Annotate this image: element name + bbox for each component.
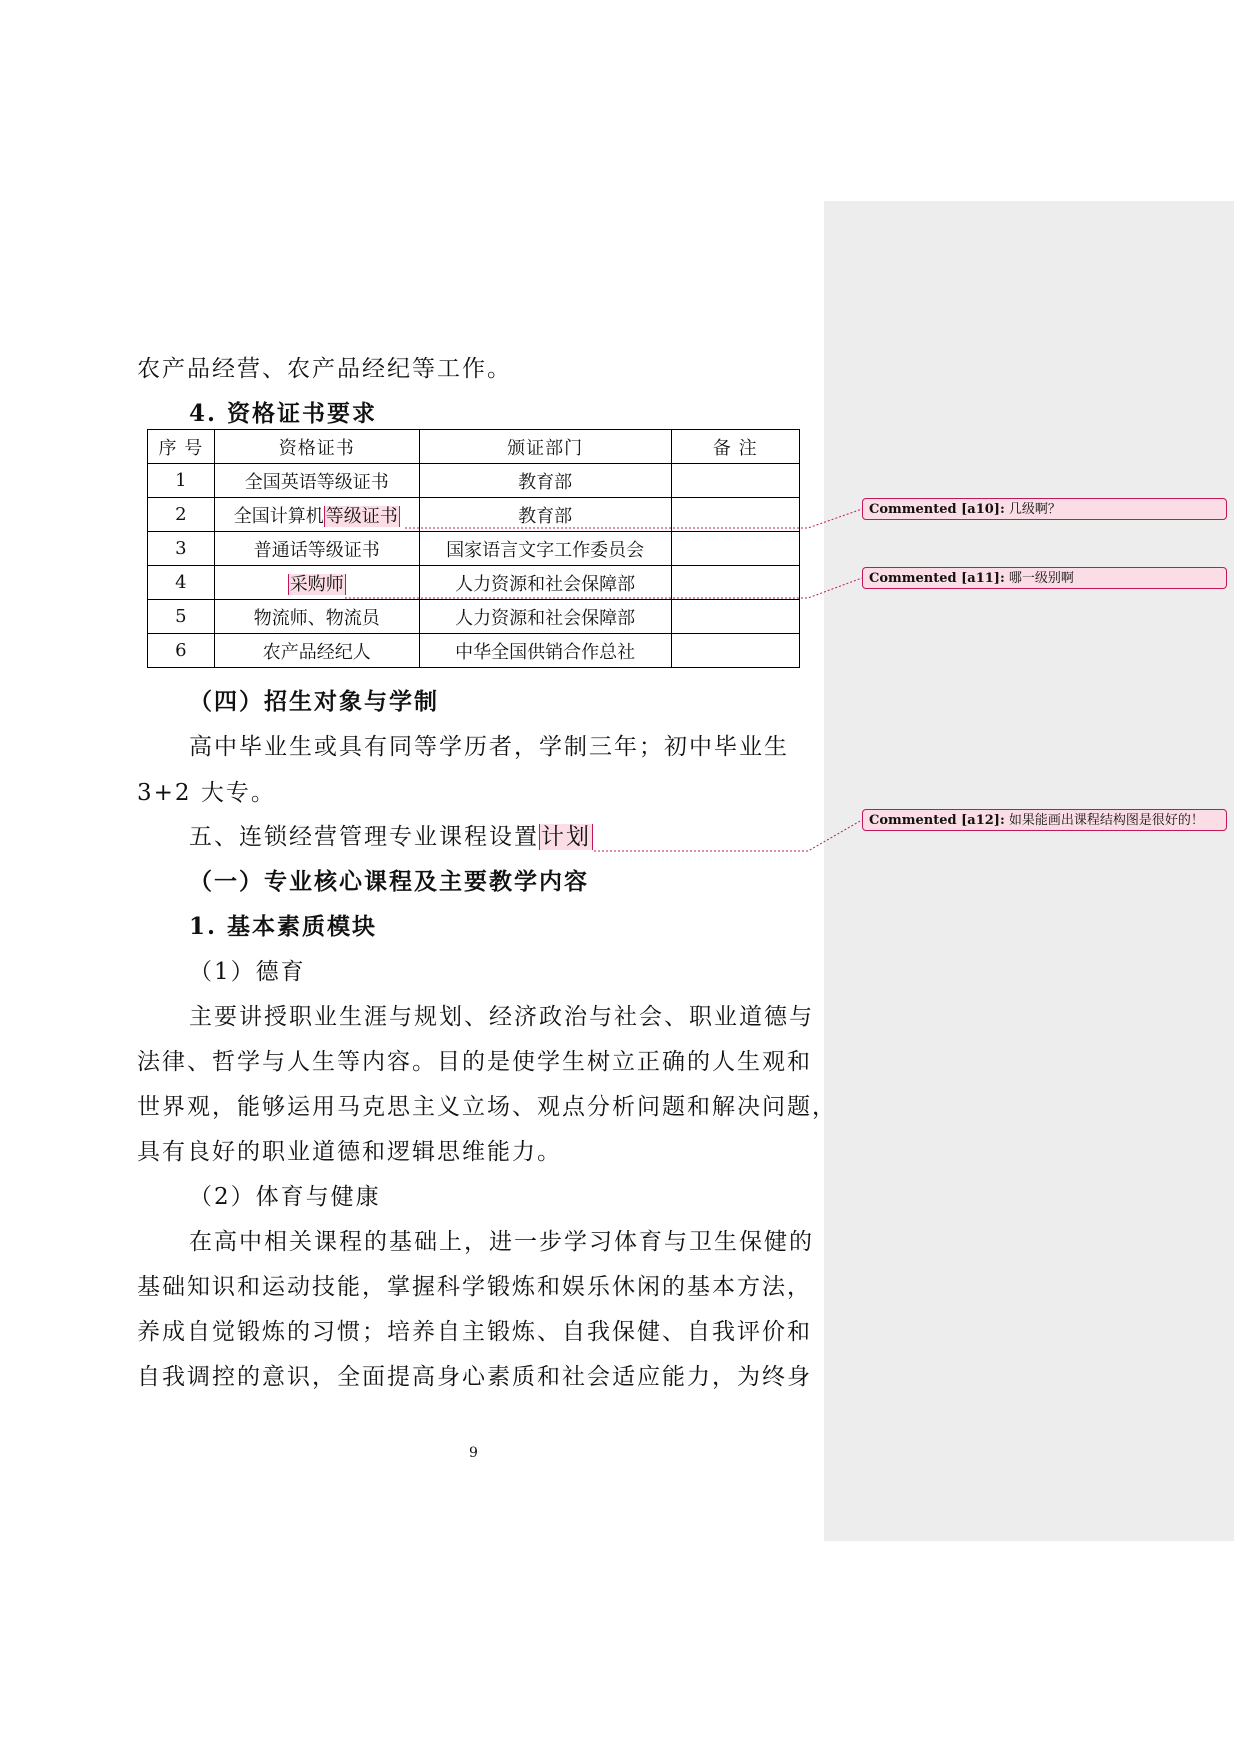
comment-label: Commented [a11]:	[869, 571, 1005, 586]
heading-enroll: （四）招生对象与学制	[189, 688, 439, 715]
cert-name: 农产品经纪人	[262, 641, 371, 663]
paragraph-line: 农产品经营、农产品经纪等工作。	[137, 356, 512, 382]
comment-text: 几级啊？	[1008, 502, 1061, 517]
paragraph-line: 在高中相关课程的基础上，进一步学习体育与卫生保健的	[189, 1229, 814, 1255]
commented-text[interactable]: 采购师	[289, 573, 344, 595]
commented-text[interactable]: 等级证书	[325, 505, 398, 527]
paragraph-line: 世界观，能够运用马克思主义立场、观点分析问题和解决问题，	[137, 1094, 837, 1120]
paragraph-line: 具有良好的职业道德和逻辑思维能力。	[137, 1139, 562, 1165]
paragraph-line: 高中毕业生或具有同等学历者，学制三年；初中毕业生	[189, 734, 789, 760]
comment-label: Commented [a12]:	[869, 813, 1005, 828]
comment-a10[interactable]	[862, 498, 1227, 520]
cell-dept: 人力资源和社会保障部	[419, 566, 671, 600]
comment-connector-a11	[345, 578, 862, 598]
header-dept: 颁证部门	[419, 430, 671, 464]
paragraph-line: 法律、哲学与人生等内容。目的是使学生树立正确的人生观和	[137, 1049, 812, 1075]
cell-dept: 中华全国供销合作总社	[419, 634, 671, 668]
header-no: 序 号	[148, 430, 215, 464]
subheading: （1）德育	[189, 959, 306, 985]
cell-dept: 人力资源和社会保障部	[419, 600, 671, 634]
cell-dept: 国家语言文字工作委员会	[419, 532, 671, 566]
cell-dept: 教育部	[419, 498, 671, 532]
cert-name: 全国英语等级证书	[244, 471, 389, 493]
paragraph-line: 养成自觉锻炼的习惯；培养自主锻炼、自我保健、自我评价和	[137, 1319, 812, 1345]
cell-no: 5	[148, 600, 215, 634]
heading-text: 五、连锁经营管理专业课程设置	[189, 824, 539, 850]
paragraph-line: 自我调控的意识，全面提高身心素质和社会适应能力，为终身	[137, 1364, 812, 1390]
header-note: 备 注	[671, 430, 799, 464]
heading-basic: 1. 基本素质模块	[189, 913, 378, 940]
paragraph-line: 基础知识和运动技能，掌握科学锻炼和娱乐休闲的基本方法，	[137, 1274, 812, 1300]
comment-a11[interactable]	[862, 567, 1227, 589]
header-cert: 资格证书	[214, 430, 419, 464]
cell-no: 3	[148, 532, 215, 566]
paragraph-line: 3+2 大专。	[137, 780, 276, 806]
cert-name: 普通话等级证书	[253, 539, 380, 561]
page-number: 9	[469, 1445, 478, 1461]
cell-no: 4	[148, 566, 215, 600]
paragraph-line: 主要讲授职业生涯与规划、经济政治与社会、职业道德与	[189, 1004, 814, 1030]
cert-name: 全国计算机	[233, 505, 324, 527]
cell-no: 1	[148, 464, 215, 498]
cert-name: 物流师、物流员	[253, 607, 380, 629]
heading-cert: 4. 资格证书要求	[189, 400, 378, 427]
comment-text: 如果能画出课程结构图是很好的！	[1008, 813, 1204, 828]
cell-no: 2	[148, 498, 215, 532]
comment-connector-a10	[405, 509, 862, 528]
subheading: （2）体育与健康	[189, 1184, 381, 1210]
cell-no: 6	[148, 634, 215, 668]
comment-a12[interactable]	[862, 809, 1227, 831]
comment-text: 哪一级别啊	[1008, 571, 1074, 586]
comment-connector-a12	[594, 820, 862, 851]
commented-text[interactable]: 计划	[541, 824, 591, 850]
heading-core: （一）专业核心课程及主要教学内容	[189, 868, 589, 895]
comment-label: Commented [a10]:	[869, 502, 1005, 517]
cell-dept: 教育部	[419, 464, 671, 498]
